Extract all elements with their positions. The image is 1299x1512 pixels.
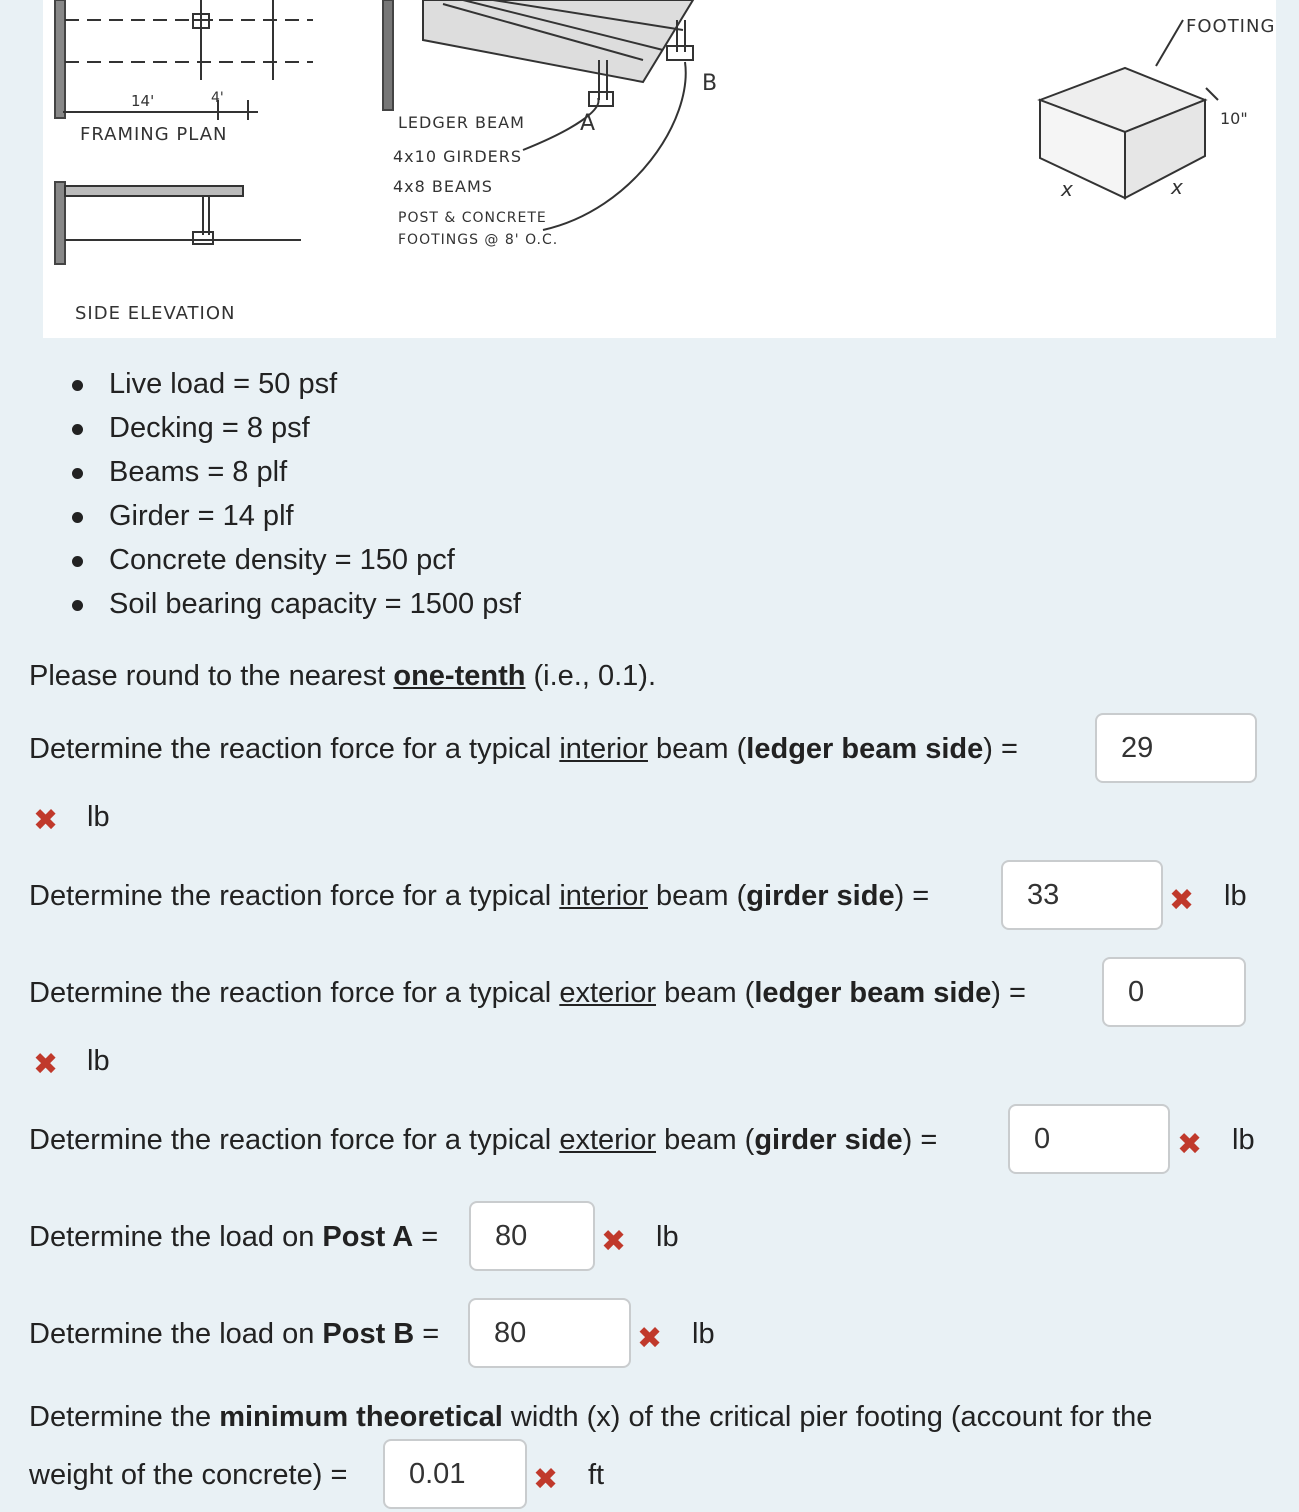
framing-plan-sketch [55,0,313,120]
unit-label: ft [588,1459,605,1491]
incorrect-icon: ✖ [1177,1127,1203,1162]
question-interior-girder: Determine the reaction force for a typical interior beam (girder side) = [29,880,930,912]
dim-4-label: 4' [211,90,224,106]
callout-ledger: LEDGER BEAM [398,113,525,132]
list-item: Concrete density = 150 pcf [72,538,521,582]
callout-post-line-1: POST & CONCRETE [398,210,547,226]
answer-input-post-b[interactable]: 80 [468,1298,631,1368]
post-b-label: B [702,71,718,96]
list-item: Soil bearing capacity = 1500 psf [72,582,521,626]
given-loads-list [72,362,521,626]
question-footing-width: Determine the minimum theoretical width (x) of the critical pier footing (account for the [29,1401,1153,1433]
callout-post-line-2: FOOTINGS @ 8' O.C. [398,232,559,248]
unit-label: lb [656,1221,679,1253]
unit-label: lb [1224,880,1247,912]
side-elevation-label: SIDE ELEVATION [75,303,236,324]
incorrect-icon: ✖ [533,1462,559,1497]
answer-input-footing-width[interactable]: 0.01 [383,1439,527,1509]
incorrect-icon: ✖ [601,1224,627,1259]
unit-label: lb [87,1045,110,1077]
framing-plan-label: FRAMING PLAN [80,124,228,145]
question-post-a: Determine the load on Post A = [29,1221,439,1253]
question-post-b: Determine the load on Post B = [29,1318,440,1350]
footing-depth-label: 10" [1220,109,1248,128]
footing-x-label-right: x [1171,175,1183,199]
problem-figure [43,0,1276,338]
answer-input-interior-girder[interactable]: 33 [1001,860,1163,930]
post-a-label: A [580,111,596,136]
footing-label: FOOTING [1186,16,1276,37]
incorrect-icon: ✖ [1169,883,1195,918]
rounding-instruction: Please round to the nearest one-tenth (i.e., 0.1). [29,660,656,692]
unit-label: lb [87,801,110,833]
list-item: Beams = 8 plf [72,450,521,494]
unit-label: lb [692,1318,715,1350]
answer-input-exterior-girder[interactable]: 0 [1008,1104,1170,1174]
callout-beams: 4x8 BEAMS [393,177,493,196]
footing-cube-sketch [1040,20,1218,198]
footing-x-label-left: x [1061,177,1073,201]
answer-input-post-a[interactable]: 80 [469,1201,595,1271]
question-exterior-ledger: Determine the reaction force for a typical exterior beam (ledger beam side) = [29,977,1026,1009]
answer-input-exterior-ledger[interactable]: 0 [1102,957,1246,1027]
list-item: Decking = 8 psf [72,406,521,450]
incorrect-icon: ✖ [33,1047,59,1082]
question-exterior-girder: Determine the reaction force for a typical exterior beam (girder side) = [29,1124,938,1156]
answer-input-interior-ledger[interactable]: 29 [1095,713,1257,783]
incorrect-icon: ✖ [33,803,59,838]
list-item: Girder = 14 plf [72,494,521,538]
unit-label: lb [1232,1124,1255,1156]
incorrect-icon: ✖ [637,1321,663,1356]
deck-sketch [43,0,1276,338]
question-footing-width-line-2: weight of the concrete) = [29,1459,348,1491]
side-elevation-sketch [55,182,301,264]
list-item: Live load = 50 psf [72,362,521,406]
question-interior-ledger: Determine the reaction force for a typical interior beam (ledger beam side) = [29,733,1018,765]
dim-14-label: 14' [131,92,155,110]
callout-girders: 4x10 GIRDERS [393,147,523,166]
